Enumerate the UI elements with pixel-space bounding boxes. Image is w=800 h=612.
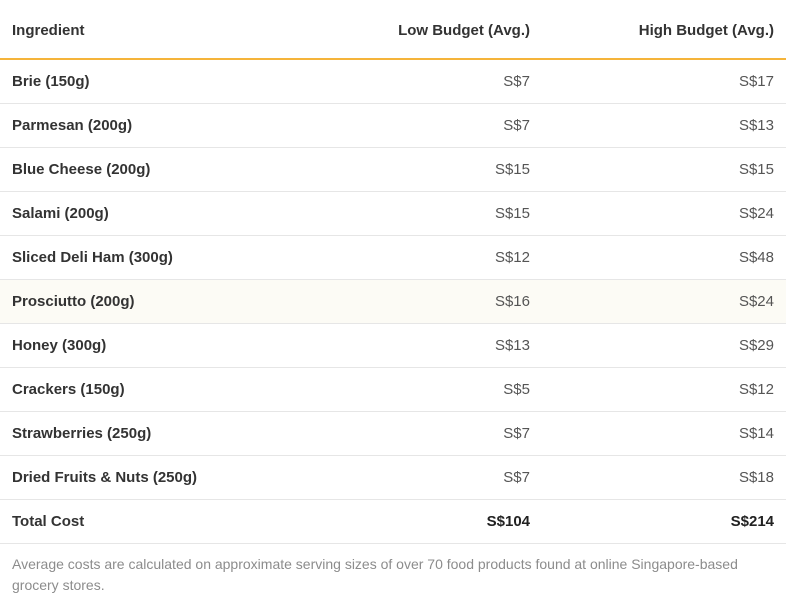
ingredient-cell: Brie (150g) [0, 59, 298, 104]
high-budget-cell: S$18 [542, 456, 786, 500]
ingredient-cell: Salami (200g) [0, 192, 298, 236]
header-ingredient: Ingredient [0, 0, 298, 59]
high-budget-cell: S$24 [542, 192, 786, 236]
low-budget-cell: S$13 [298, 324, 542, 368]
high-budget-cell: S$48 [542, 236, 786, 280]
ingredient-cell: Crackers (150g) [0, 368, 298, 412]
low-budget-cell: S$12 [298, 236, 542, 280]
low-budget-cell: S$15 [298, 148, 542, 192]
low-budget-cell: S$7 [298, 412, 542, 456]
header-low-budget: Low Budget (Avg.) [298, 0, 542, 59]
table-row [0, 148, 786, 192]
table-row [0, 412, 786, 456]
high-budget-cell: S$14 [542, 412, 786, 456]
table-row-highlighted [0, 280, 786, 324]
low-budget-cell: S$7 [298, 104, 542, 148]
high-budget-cell: S$15 [542, 148, 786, 192]
total-label: Total Cost [0, 500, 298, 544]
low-budget-cell: S$5 [298, 368, 542, 412]
ingredient-cell: Sliced Deli Ham (300g) [0, 236, 298, 280]
ingredient-cell: Dried Fruits & Nuts (250g) [0, 456, 298, 500]
table-row [0, 192, 786, 236]
low-budget-cell: S$7 [298, 59, 542, 104]
high-budget-cell: S$13 [542, 104, 786, 148]
table-header [0, 0, 786, 59]
table-row [0, 104, 786, 148]
table-row [0, 368, 786, 412]
high-budget-cell: S$12 [542, 368, 786, 412]
high-budget-cell: S$17 [542, 59, 786, 104]
table-row [0, 236, 786, 280]
total-row [0, 500, 786, 544]
high-budget-cell: S$29 [542, 324, 786, 368]
footnote: Average costs are calculated on approximate serving sizes of over 70 food products found at online Singapore-based grocery stores. [12, 556, 738, 593]
total-low-budget: S$104 [298, 500, 542, 544]
ingredient-cell: Parmesan (200g) [0, 104, 298, 148]
table-row [0, 324, 786, 368]
ingredient-cell: Strawberries (250g) [0, 412, 298, 456]
header-high-budget: High Budget (Avg.) [542, 0, 786, 59]
low-budget-cell: S$7 [298, 456, 542, 500]
low-budget-cell: S$16 [298, 280, 542, 324]
header-row [0, 0, 786, 59]
high-budget-cell: S$24 [542, 280, 786, 324]
ingredient-cell: Honey (300g) [0, 324, 298, 368]
table-row [0, 456, 786, 500]
table-body [0, 59, 786, 544]
total-high-budget: S$214 [542, 500, 786, 544]
ingredient-cell: Prosciutto (200g) [0, 280, 298, 324]
table-row [0, 59, 786, 104]
low-budget-cell: S$15 [298, 192, 542, 236]
ingredient-cell: Blue Cheese (200g) [0, 148, 298, 192]
